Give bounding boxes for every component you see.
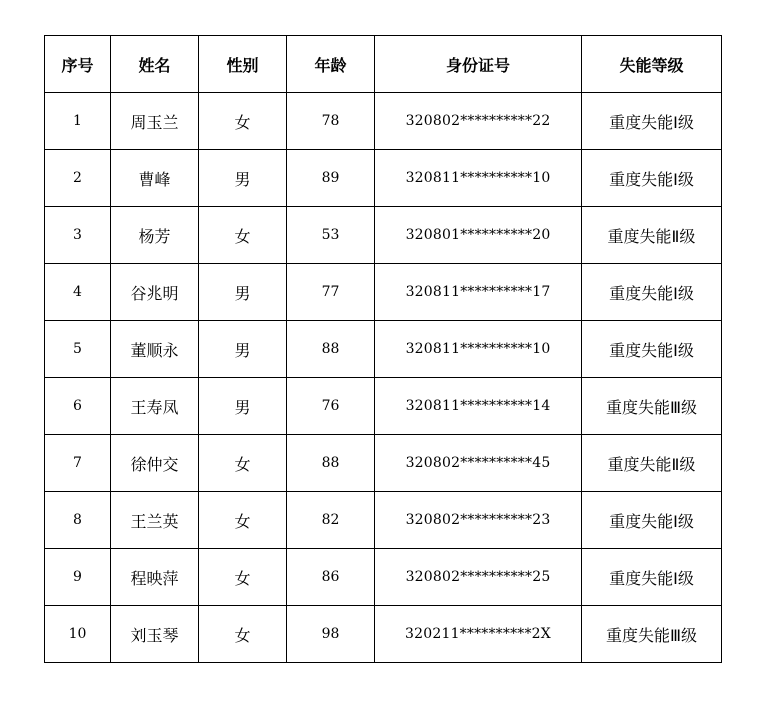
cell-no: 8	[45, 492, 111, 549]
header-no: 序号	[45, 36, 111, 93]
cell-age: 78	[287, 93, 375, 150]
cell-disability-level: 重度失能Ⅰ级	[582, 150, 722, 207]
disability-table	[44, 35, 722, 663]
cell-name: 杨芳	[111, 207, 199, 264]
header-name: 姓名	[111, 36, 199, 93]
cell-gender: 男	[199, 378, 287, 435]
cell-id-number: 320802**********22	[375, 93, 582, 150]
cell-gender: 男	[199, 150, 287, 207]
table-row	[45, 264, 722, 321]
cell-age: 89	[287, 150, 375, 207]
cell-age: 86	[287, 549, 375, 606]
cell-name: 徐仲交	[111, 435, 199, 492]
table-row	[45, 93, 722, 150]
cell-no: 7	[45, 435, 111, 492]
cell-disability-level: 重度失能Ⅱ级	[582, 207, 722, 264]
cell-disability-level: 重度失能Ⅰ级	[582, 321, 722, 378]
cell-disability-level: 重度失能Ⅲ级	[582, 606, 722, 663]
cell-id-number: 320811**********10	[375, 321, 582, 378]
cell-gender: 女	[199, 549, 287, 606]
cell-age: 88	[287, 321, 375, 378]
cell-name: 王兰英	[111, 492, 199, 549]
cell-age: 77	[287, 264, 375, 321]
table-row	[45, 435, 722, 492]
cell-gender: 男	[199, 264, 287, 321]
table-row	[45, 606, 722, 663]
cell-gender: 女	[199, 93, 287, 150]
cell-id-number: 320811**********10	[375, 150, 582, 207]
cell-no: 9	[45, 549, 111, 606]
cell-gender: 女	[199, 492, 287, 549]
cell-name: 周玉兰	[111, 93, 199, 150]
cell-gender: 女	[199, 435, 287, 492]
header-age: 年龄	[287, 36, 375, 93]
cell-no: 2	[45, 150, 111, 207]
header-row	[45, 36, 722, 93]
cell-gender: 男	[199, 321, 287, 378]
cell-age: 76	[287, 378, 375, 435]
table-row	[45, 321, 722, 378]
cell-no: 4	[45, 264, 111, 321]
cell-id-number: 320811**********14	[375, 378, 582, 435]
table-row	[45, 378, 722, 435]
cell-age: 82	[287, 492, 375, 549]
cell-name: 程映萍	[111, 549, 199, 606]
cell-name: 刘玉琴	[111, 606, 199, 663]
cell-disability-level: 重度失能Ⅰ级	[582, 264, 722, 321]
cell-name: 王寿凤	[111, 378, 199, 435]
cell-id-number: 320801**********20	[375, 207, 582, 264]
table-body	[45, 93, 722, 663]
cell-id-number: 320802**********45	[375, 435, 582, 492]
cell-no: 1	[45, 93, 111, 150]
cell-disability-level: 重度失能Ⅰ级	[582, 492, 722, 549]
cell-disability-level: 重度失能Ⅱ级	[582, 435, 722, 492]
cell-no: 5	[45, 321, 111, 378]
cell-age: 53	[287, 207, 375, 264]
header-id: 身份证号	[375, 36, 582, 93]
cell-disability-level: 重度失能Ⅰ级	[582, 93, 722, 150]
header-gender: 性别	[199, 36, 287, 93]
cell-name: 董顺永	[111, 321, 199, 378]
cell-id-number: 320811**********17	[375, 264, 582, 321]
cell-name: 谷兆明	[111, 264, 199, 321]
table-row	[45, 207, 722, 264]
table-row	[45, 492, 722, 549]
table-row	[45, 150, 722, 207]
cell-disability-level: 重度失能Ⅰ级	[582, 549, 722, 606]
cell-gender: 女	[199, 207, 287, 264]
table-container	[44, 35, 722, 663]
cell-no: 10	[45, 606, 111, 663]
cell-no: 6	[45, 378, 111, 435]
cell-age: 88	[287, 435, 375, 492]
cell-disability-level: 重度失能Ⅲ级	[582, 378, 722, 435]
cell-no: 3	[45, 207, 111, 264]
cell-age: 98	[287, 606, 375, 663]
table-row	[45, 549, 722, 606]
cell-id-number: 320802**********25	[375, 549, 582, 606]
cell-gender: 女	[199, 606, 287, 663]
cell-name: 曹峰	[111, 150, 199, 207]
cell-id-number: 320211**********2X	[375, 606, 582, 663]
cell-id-number: 320802**********23	[375, 492, 582, 549]
header-level: 失能等级	[582, 36, 722, 93]
